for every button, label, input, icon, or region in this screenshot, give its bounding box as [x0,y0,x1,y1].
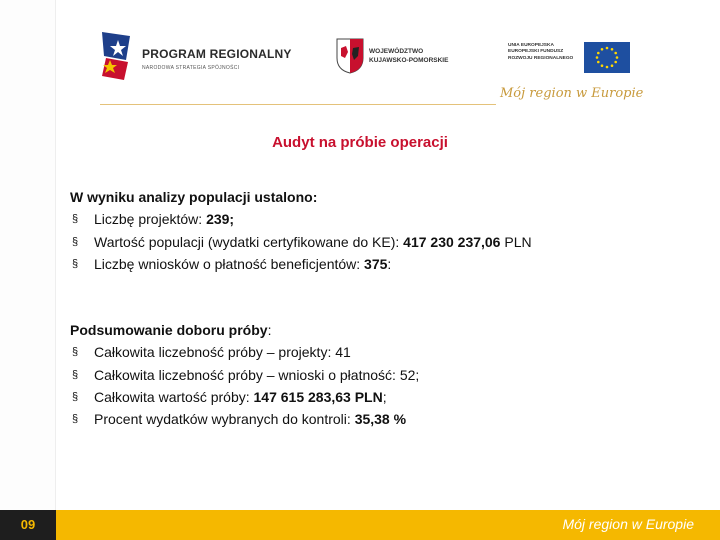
list-item: § Liczbę projektów: 239; [70,208,690,230]
program-subtitle: NARODOWA STRATEGIA SPÓJNOŚCI [142,65,240,71]
list-item: § Wartość populacji (wydatki certyfikowane do KE): 417 230 237,06 PLN [70,231,690,253]
analysis-list [70,208,690,275]
bullet-icon: § [72,413,79,426]
eu-logo [508,42,630,76]
kujawsko-pomorskie-logo [336,38,486,82]
footer-bar [0,510,720,540]
eu-line-2: EUROPEJSKI FUNDUSZ [508,49,564,55]
program-regionalny-logo [100,28,315,88]
eu-flag-icon [584,42,630,73]
program-title: PROGRAM REGIONALNY [142,47,292,61]
slide-title: Audyt na próbie operacji [272,134,448,151]
list-item: § Procent wydatków wybranych do kontroli: 35,38 % [70,408,690,430]
left-margin-strip [0,0,56,510]
bullet-icon: § [72,235,79,248]
analysis-heading: W wyniku analizy populacji ustalono: [70,189,318,205]
list-item: § Liczbę wniosków o płatność beneficjentów: 375: [70,253,690,275]
bullet-icon: § [72,368,79,381]
sample-summary-heading: Podsumowanie doboru próby: [70,322,272,338]
region-line-2: KUJAWSKO-POMORSKIE [369,57,449,64]
bullet-icon: § [72,390,79,403]
list-item: § Całkowita wartość próby: 147 615 283,63 PLN; [70,386,690,408]
eu-fund-text [508,43,573,62]
bullet-icon: § [72,213,79,226]
program-regionalny-mark-icon [100,30,136,82]
region-name [369,47,448,65]
header-motto: Mój region w Europie [500,86,644,101]
list-item: § Całkowita liczebność próby – wnioski o płatność: 52; [70,364,690,386]
region-line-1: WOJEWÓDZTWO [369,48,424,55]
eu-line-3: ROZWOJU REGIONALNEGO [508,55,574,61]
header-divider [100,104,496,105]
analysis-section [70,186,690,275]
eu-line-1: UNIA EUROPEJSKA [508,43,554,48]
bullet-icon: § [72,346,79,359]
list-item: § Całkowita liczebność próby – projekty: 41 [70,341,690,363]
bullet-icon: § [72,257,79,270]
sample-summary-section [70,319,690,430]
sample-summary-list [70,341,690,430]
header-logos [100,28,630,88]
footer-motto: Mój region w Europie [562,516,694,532]
coat-of-arms-icon [336,38,364,74]
page-number: 09 [0,510,56,540]
